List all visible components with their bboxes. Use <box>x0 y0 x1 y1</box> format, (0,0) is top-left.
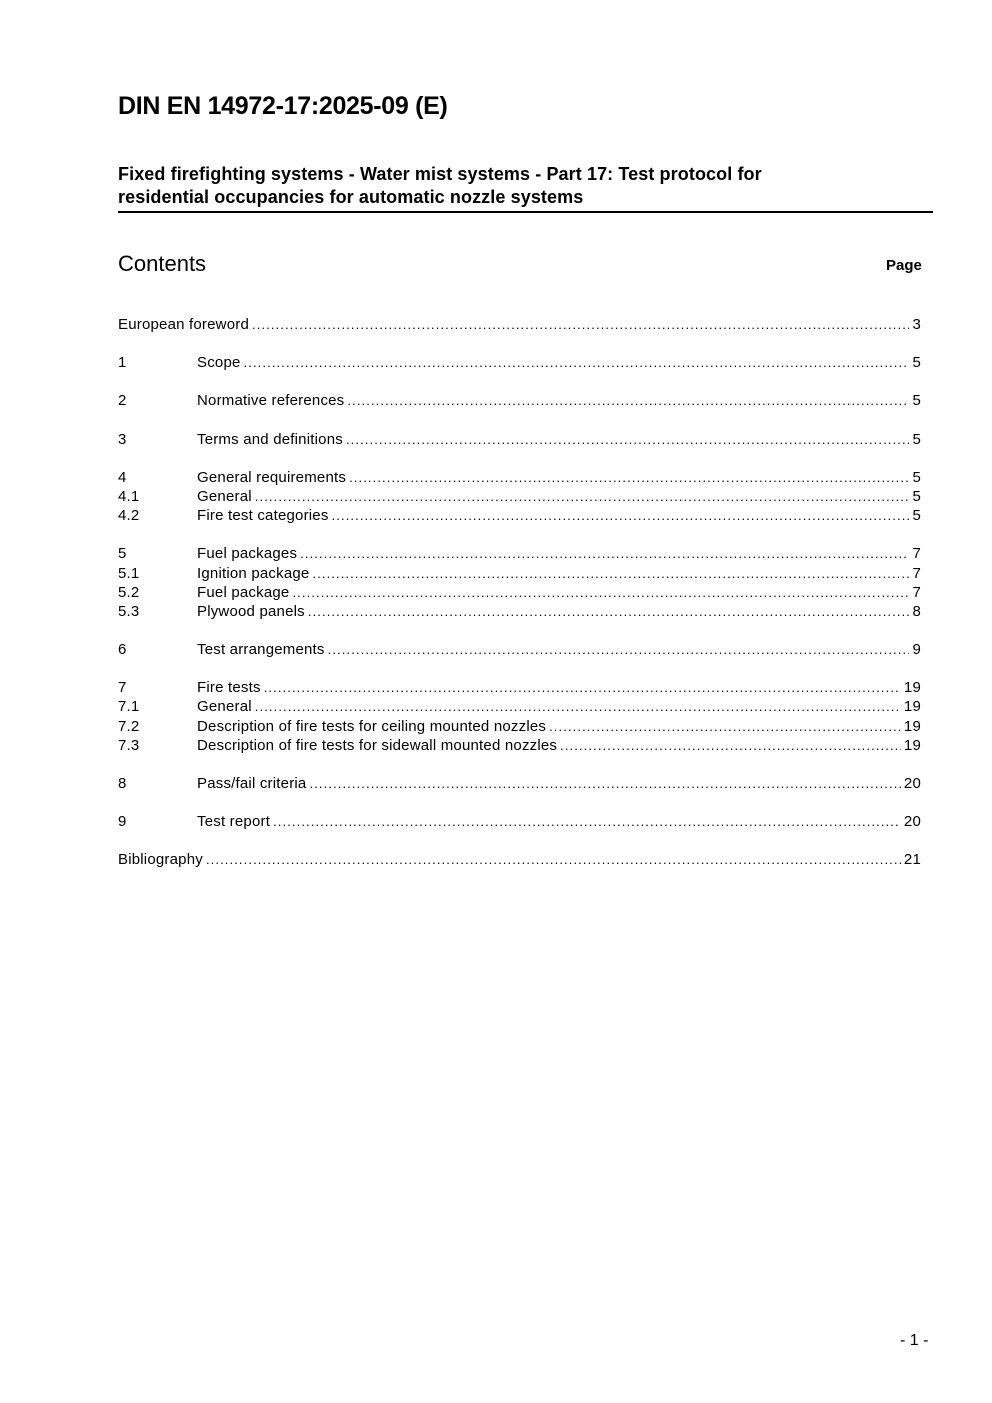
toc-entry-page: 21 <box>903 851 921 869</box>
toc-dot-leader <box>560 736 901 755</box>
toc-entry[interactable] <box>118 353 921 372</box>
toc-entry-title: General <box>197 487 252 505</box>
toc-entry-number: 5.1 <box>118 564 140 582</box>
toc-entry-title: Test report <box>197 813 271 831</box>
toc-entry-page: 19 <box>903 698 921 716</box>
toc-entry-page: 5 <box>912 392 921 410</box>
toc-entry-page: 5 <box>912 507 921 525</box>
toc-entry-number: 3 <box>118 430 127 448</box>
toc-entry[interactable] <box>118 774 921 793</box>
toc-entry[interactable] <box>118 506 921 525</box>
toc-entry-title: Bibliography <box>118 851 203 869</box>
toc-entry-number: 7 <box>118 679 127 697</box>
toc-entry-number: 4 <box>118 468 127 486</box>
toc-entry[interactable] <box>118 564 921 583</box>
toc-entry-number: 7.3 <box>118 736 140 754</box>
toc-entry-title: Fuel package <box>197 583 290 601</box>
table-of-contents <box>118 315 921 870</box>
toc-entry-page: 5 <box>912 354 921 372</box>
contents-heading: Contents <box>118 251 207 276</box>
toc-entry-page: 7 <box>912 564 921 582</box>
toc-entry-title: Ignition package <box>197 564 310 582</box>
toc-dot-leader <box>309 774 900 793</box>
toc-dot-leader <box>273 812 901 831</box>
toc-entry[interactable] <box>118 697 921 716</box>
toc-dot-leader <box>312 564 909 583</box>
toc-dot-leader <box>264 678 901 697</box>
toc-entry-title: Description of fire tests for sidewall mounted nozzles <box>197 736 558 754</box>
toc-entry-page: 19 <box>903 736 921 754</box>
toc-dot-leader <box>349 468 909 487</box>
toc-entry-number: 8 <box>118 775 127 792</box>
toc-dot-leader <box>252 315 909 334</box>
toc-dot-leader <box>206 850 901 869</box>
document-title <box>118 163 933 213</box>
toc-entry[interactable] <box>118 717 921 736</box>
toc-entry[interactable] <box>118 640 921 659</box>
toc-entry[interactable] <box>118 850 921 869</box>
toc-entry-title: General requirements <box>197 468 347 486</box>
toc-dot-leader <box>292 583 909 602</box>
toc-entry-title: Terms and definitions <box>197 430 343 448</box>
toc-entry[interactable] <box>118 678 921 697</box>
toc-dot-leader <box>300 544 909 563</box>
toc-entry-title: Pass/fail criteria <box>197 775 307 792</box>
toc-entry-number: 1 <box>118 354 127 372</box>
toc-entry-page: 19 <box>903 717 921 735</box>
document-id: DIN EN 14972-17:2025-09 (E) <box>118 92 448 120</box>
toc-entry-number: 5.3 <box>118 602 140 620</box>
toc-entry-title: Normative references <box>197 392 345 410</box>
toc-entry-title: Fuel packages <box>197 545 298 563</box>
toc-entry-page: 5 <box>912 468 921 486</box>
document-title-line-1: Fixed firefighting systems - Water mist systems - Part 17: Test protocol for <box>118 164 762 184</box>
toc-dot-leader <box>549 717 901 736</box>
toc-dot-leader <box>308 602 910 621</box>
toc-entry-page: 19 <box>903 679 921 697</box>
toc-entry-title: European foreword <box>118 316 249 333</box>
toc-dot-leader <box>332 506 910 525</box>
toc-dot-leader <box>328 640 910 659</box>
toc-entry[interactable] <box>118 487 921 506</box>
toc-entry-page: 20 <box>903 813 921 831</box>
toc-entry[interactable] <box>118 468 921 487</box>
toc-entry-title: Description of fire tests for ceiling mounted nozzles <box>197 717 547 735</box>
toc-entry-title: Test arrangements <box>197 641 325 659</box>
toc-entry-number: 9 <box>118 813 127 831</box>
page-number: - 1 - <box>900 1332 929 1349</box>
toc-entry-page: 3 <box>912 316 921 333</box>
toc-dot-leader <box>244 353 910 372</box>
page-column-heading: Page <box>886 257 922 274</box>
toc-entry-title: Plywood panels <box>197 602 305 620</box>
toc-entry-page: 7 <box>912 545 921 563</box>
toc-dot-leader <box>255 487 910 506</box>
toc-entry-number: 4.2 <box>118 507 140 525</box>
toc-entry-page: 7 <box>912 583 921 601</box>
toc-entry-title: Scope <box>197 354 241 372</box>
toc-dot-leader <box>255 697 901 716</box>
toc-entry[interactable] <box>118 583 921 602</box>
toc-entry-page: 20 <box>903 775 921 792</box>
toc-entry[interactable] <box>118 391 921 410</box>
toc-entry-title: General <box>197 698 252 716</box>
toc-entry-page: 5 <box>912 430 921 448</box>
toc-entry-page: 5 <box>912 487 921 505</box>
document-title-line-2: residential occupancies for automatic nozzle systems <box>118 187 584 207</box>
toc-entry-number: 5 <box>118 545 127 563</box>
toc-entry-page: 8 <box>912 602 921 620</box>
toc-entry[interactable] <box>118 315 921 334</box>
toc-entry[interactable] <box>118 544 921 563</box>
toc-dot-leader <box>346 430 910 449</box>
toc-entry-number: 7.2 <box>118 717 140 735</box>
toc-entry-number: 2 <box>118 392 127 410</box>
toc-entry-page: 9 <box>912 641 921 659</box>
toc-dot-leader <box>347 391 909 410</box>
toc-entry-number: 4.1 <box>118 487 140 505</box>
toc-entry-number: 6 <box>118 641 127 659</box>
toc-entry-number: 7.1 <box>118 698 140 716</box>
toc-entry-title: Fire tests <box>197 679 261 697</box>
toc-entry[interactable] <box>118 430 921 449</box>
toc-entry-number: 5.2 <box>118 583 140 601</box>
toc-entry[interactable] <box>118 602 921 621</box>
toc-entry[interactable] <box>118 736 921 755</box>
toc-entry-title: Fire test categories <box>197 507 329 525</box>
toc-entry[interactable] <box>118 812 921 831</box>
